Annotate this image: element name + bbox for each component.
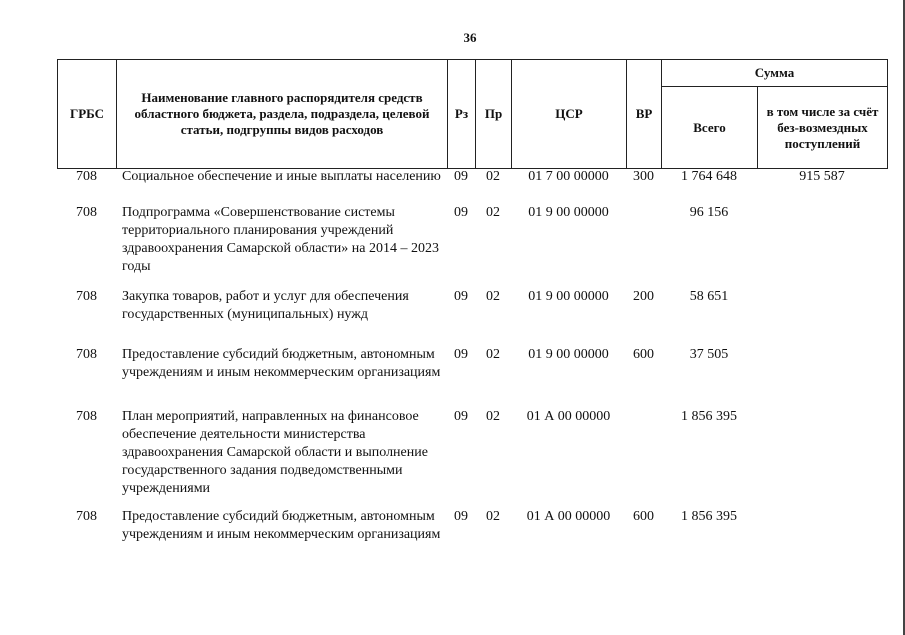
header-rz: Рз xyxy=(448,60,476,169)
cell-vr: 600 xyxy=(633,347,654,362)
cell-csr: 01 9 00 00000 xyxy=(528,347,609,362)
header-pr: Пр xyxy=(476,60,512,169)
cell-rz: 09 xyxy=(454,509,468,524)
header-bezvozm: в том числе за счёт без-возмездных поступлений xyxy=(758,87,888,169)
cell-bezvozm xyxy=(757,508,887,558)
cell-vsego: 58 651 xyxy=(689,289,729,304)
cell-rz: 09 xyxy=(454,347,468,362)
cell-pr: 02 xyxy=(486,205,500,220)
cell-vsego: 1 856 395 xyxy=(681,509,737,524)
cell-grbs: 708 xyxy=(76,205,97,220)
table-row xyxy=(57,288,887,346)
header-vr: ВР xyxy=(627,60,662,169)
header-grbs: ГРБС xyxy=(58,60,117,169)
header-name: Наименование главного распорядителя средств областного бюджета, раздела, подраздела, целевой статьи, подгруппы видов расходов xyxy=(117,60,448,169)
header-summa: Сумма xyxy=(662,60,888,87)
table-row xyxy=(57,408,887,508)
cell-name: Социальное обеспечение и иные выплаты населению xyxy=(122,169,441,184)
cell-bezvozm xyxy=(757,408,887,508)
cell-vr: 200 xyxy=(633,289,654,304)
table-row xyxy=(57,508,887,558)
cell-csr: 01 7 00 00000 xyxy=(528,169,609,184)
cell-rz: 09 xyxy=(454,205,468,220)
cell-name: План мероприятий, направленных на финансовое обеспечение деятельности министерства здравоохранения Самарской области и выполнение государственного задания подведомственными учреждениями xyxy=(122,409,428,496)
cell-rz: 09 xyxy=(454,169,468,184)
budget-table xyxy=(57,168,887,558)
table-row xyxy=(57,346,887,408)
cell-grbs: 708 xyxy=(76,347,97,362)
cell-vsego: 1 856 395 xyxy=(681,409,737,424)
cell-pr: 02 xyxy=(486,169,500,184)
cell-pr: 02 xyxy=(486,347,500,362)
cell-vsego: 37 505 xyxy=(689,347,729,362)
cell-bezvozm: 915 587 xyxy=(799,169,845,184)
cell-pr: 02 xyxy=(486,289,500,304)
cell-grbs: 708 xyxy=(76,409,97,424)
cell-grbs: 708 xyxy=(76,169,97,184)
table-row xyxy=(57,204,887,288)
cell-csr: 01 9 00 00000 xyxy=(528,205,609,220)
table-header xyxy=(57,59,888,169)
cell-csr: 01 А 00 00000 xyxy=(526,409,611,424)
cell-pr: 02 xyxy=(486,409,500,424)
cell-name: Подпрограмма «Совершенствование системы территориального планирования учреждений здравоохранения Самарской области» на 2014 – 2023 годы xyxy=(122,205,439,274)
cell-bezvozm xyxy=(757,288,887,346)
cell-name: Предоставление субсидий бюджетным, автономным учреждениям и иным некоммерческим организациям xyxy=(122,347,441,380)
cell-rz: 09 xyxy=(454,409,468,424)
cell-vr xyxy=(626,204,661,288)
page-number: 36 xyxy=(463,30,477,45)
cell-csr: 01 А 00 00000 xyxy=(526,509,611,524)
header-vsego: Всего xyxy=(662,87,758,169)
cell-vr: 600 xyxy=(633,509,654,524)
table-row xyxy=(57,168,887,204)
cell-grbs: 708 xyxy=(76,289,97,304)
cell-vr: 300 xyxy=(633,169,654,184)
cell-bezvozm xyxy=(757,204,887,288)
cell-rz: 09 xyxy=(454,289,468,304)
cell-bezvozm xyxy=(757,346,887,408)
cell-csr: 01 9 00 00000 xyxy=(528,289,609,304)
cell-name: Предоставление субсидий бюджетным, автономным учреждениям и иным некоммерческим организациям xyxy=(122,509,441,542)
header-csr: ЦСР xyxy=(512,60,627,169)
cell-vr xyxy=(626,408,661,508)
cell-grbs: 708 xyxy=(76,509,97,524)
cell-name: Закупка товаров, работ и услуг для обеспечения государственных (муниципальных) нужд xyxy=(122,289,409,322)
cell-vsego: 1 764 648 xyxy=(681,169,737,184)
cell-vsego: 96 156 xyxy=(689,205,729,220)
cell-pr: 02 xyxy=(486,509,500,524)
